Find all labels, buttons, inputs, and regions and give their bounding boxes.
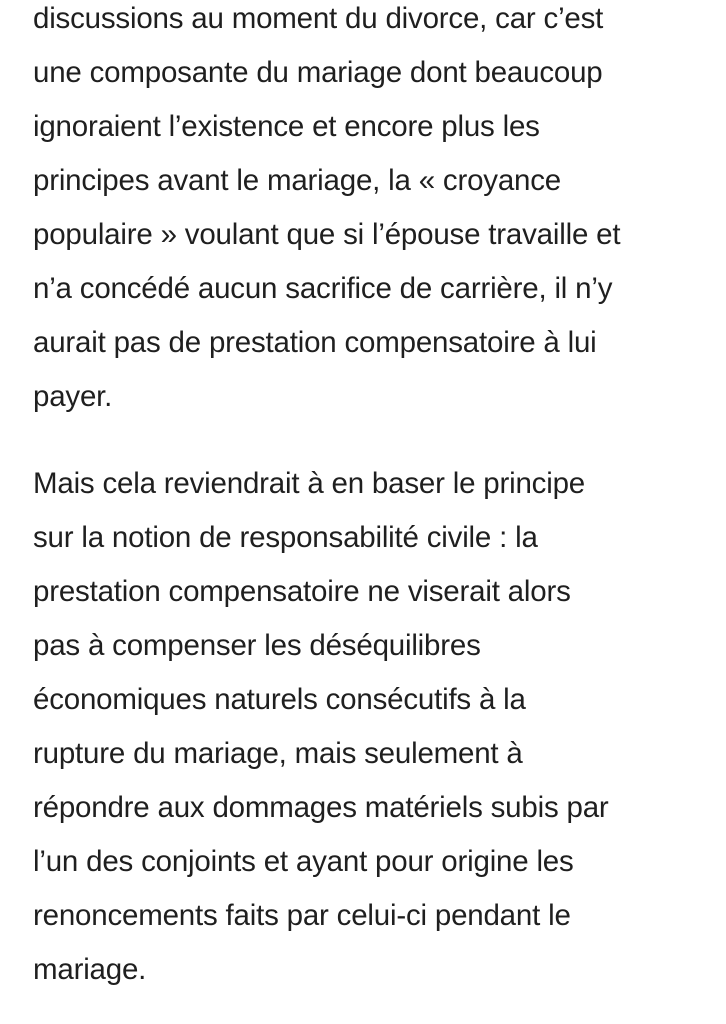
text-line: répondre aux dommages matériels subis par xyxy=(33,791,609,824)
text-line: payer. xyxy=(33,380,113,413)
paragraph-1 xyxy=(33,0,705,424)
text-line: aurait pas de prestation compensatoire à lui xyxy=(33,326,597,359)
text-line: Mais cela reviendrait à en baser le principe xyxy=(33,467,585,500)
text-line: économiques naturels consécutifs à la xyxy=(33,683,526,716)
text-line: mariage. xyxy=(33,953,147,986)
text-line: prestation compensatoire ne viserait alors xyxy=(33,575,571,608)
text-line: l’un des conjoints et ayant pour origine les xyxy=(33,845,574,878)
text-line: discussions au moment du divorce, car c’est xyxy=(33,2,604,35)
text-line: populaire » voulant que si l’épouse travaille et xyxy=(33,218,621,251)
text-line: pas à compenser les déséquilibres xyxy=(33,629,481,662)
text-line: principes avant le mariage, la « croyance xyxy=(33,164,562,197)
text-line: rupture du mariage, mais seulement à xyxy=(33,737,523,770)
text-line: une composante du mariage dont beaucoup xyxy=(33,56,603,89)
text-line: sur la notion de responsabilité civile : la xyxy=(33,521,538,554)
article-body xyxy=(33,0,705,997)
paragraph-2 xyxy=(33,457,705,997)
text-line: n’a concédé aucun sacrifice de carrière, il n’y xyxy=(33,272,613,305)
text-line: renoncements faits par celui-ci pendant le xyxy=(33,899,571,932)
paragraph-spacer xyxy=(33,424,705,457)
text-line: ignoraient l’existence et encore plus les xyxy=(33,110,540,143)
